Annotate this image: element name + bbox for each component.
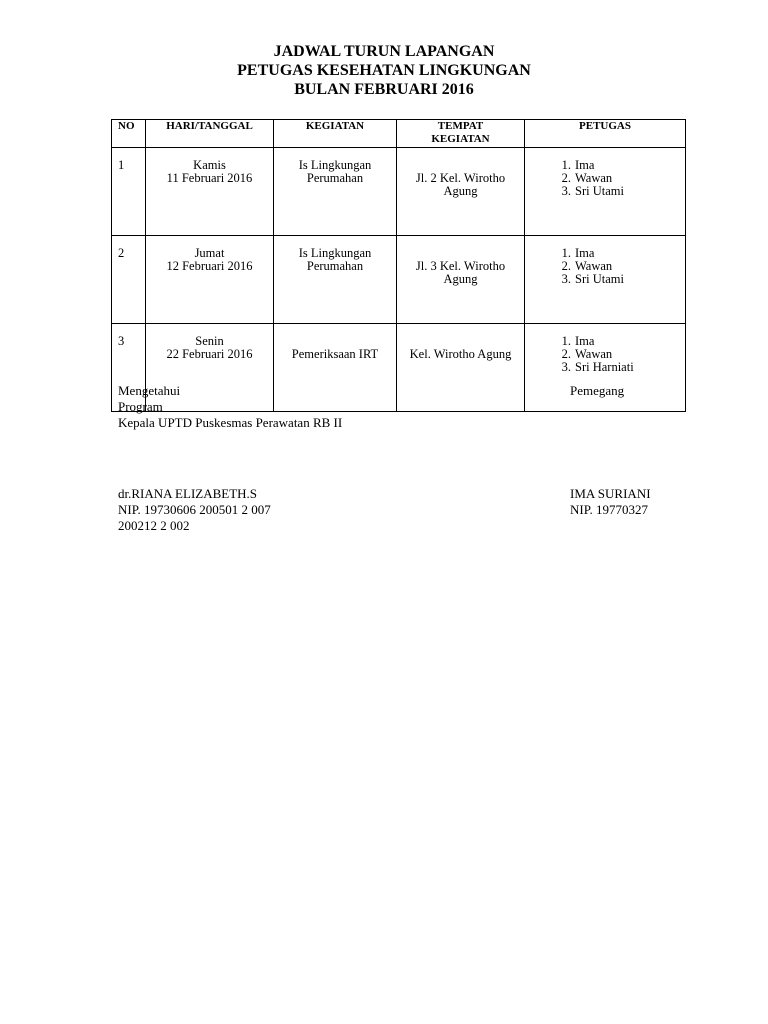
row-tempat (397, 324, 525, 412)
row-kegiatan-line-1: Is Lingkungan (298, 158, 372, 172)
signature-left-line-3: Kepala UPTD Puskesmas Perawatan RB II (118, 415, 343, 430)
row-no: 2 (112, 236, 146, 324)
row-kegiatan-line-1: Pemeriksaan IRT (291, 347, 379, 361)
list-item: 1. Ima (561, 246, 595, 260)
row-petugas (525, 236, 686, 324)
list-item: 1. Ima (561, 334, 595, 348)
row-kegiatan-line-2: Perumahan (306, 259, 364, 273)
title-line-2: PETUGAS KESEHATAN LINGKUNGAN (237, 62, 531, 79)
table-header-row (112, 120, 686, 148)
signature-left-name: dr.RIANA ELIZABETH.S (118, 486, 258, 501)
row-tempat (397, 236, 525, 324)
header-tempat-kegiatan (397, 120, 525, 148)
header-no: NO (112, 120, 146, 148)
signature-right-line-1: Pemegang (570, 383, 625, 398)
signature-left-nip: NIP. 19730606 200501 2 007 (118, 502, 271, 517)
row-hari-tanggal (146, 148, 274, 236)
header-petugas: PETUGAS (525, 120, 686, 148)
header-tempat-line-2: KEGIATAN (431, 133, 490, 145)
header-hari-tanggal: HARI/TANGGAL (146, 120, 274, 148)
table-row (112, 148, 686, 236)
signature-left-line-1: Mengetahui (118, 383, 181, 398)
row-tempat-line-1: Jl. 2 Kel. Wirotho (415, 171, 506, 185)
signature-left-name-block (118, 486, 271, 534)
signature-right (570, 383, 624, 399)
row-kegiatan (274, 148, 397, 236)
row-tanggal: 12 Februari 2016 (166, 259, 253, 273)
petugas-list (549, 335, 685, 374)
row-tanggal: 22 Februari 2016 (166, 347, 253, 361)
list-item: 2. Wawan (561, 347, 613, 361)
row-tempat-line-2: Agung (443, 184, 478, 198)
list-item: 3. Sri Utami (561, 184, 624, 198)
signature-right-name-block (570, 486, 651, 518)
list-item: 1. Ima (561, 158, 595, 172)
row-no: 1 (112, 148, 146, 236)
row-hari: Jumat (194, 246, 225, 260)
title-line-1: JADWAL TURUN LAPANGAN (273, 43, 495, 60)
header-tempat-line-1: TEMPAT (437, 120, 484, 132)
row-hari: Kamis (193, 158, 226, 172)
row-tempat-line-1: Kel. Wirotho Agung (409, 347, 512, 361)
petugas-list (549, 159, 685, 198)
petugas-list (549, 247, 685, 286)
title-line-3: BULAN FEBRUARI 2016 (294, 81, 474, 98)
row-kegiatan-line-1: Is Lingkungan (298, 246, 372, 260)
signature-right-name: IMA SURIANI (570, 486, 651, 501)
table-row (112, 236, 686, 324)
row-petugas (525, 148, 686, 236)
schedule-table (111, 119, 686, 412)
signature-left (118, 383, 342, 431)
header-kegiatan: KEGIATAN (274, 120, 397, 148)
list-item: 2. Wawan (561, 171, 613, 185)
row-no: 3 (112, 324, 146, 412)
row-tanggal: 11 Februari 2016 (166, 171, 253, 185)
list-item: 3. Sri Utami (561, 272, 624, 286)
signature-left-nip-cont: 200212 2 002 (118, 518, 190, 533)
row-tempat-line-1: Jl. 3 Kel. Wirotho (415, 259, 506, 273)
signature-right-nip: NIP. 19770327 (570, 502, 649, 517)
signature-left-line-2: Program (118, 399, 163, 414)
row-hari-tanggal (146, 236, 274, 324)
row-kegiatan-line-2: Perumahan (306, 171, 364, 185)
list-item: 2. Wawan (561, 259, 613, 273)
row-tempat-line-2: Agung (443, 272, 478, 286)
row-hari: Senin (195, 334, 224, 348)
row-tempat (397, 148, 525, 236)
list-item: 3. Sri Harniati (561, 360, 634, 374)
row-kegiatan (274, 236, 397, 324)
